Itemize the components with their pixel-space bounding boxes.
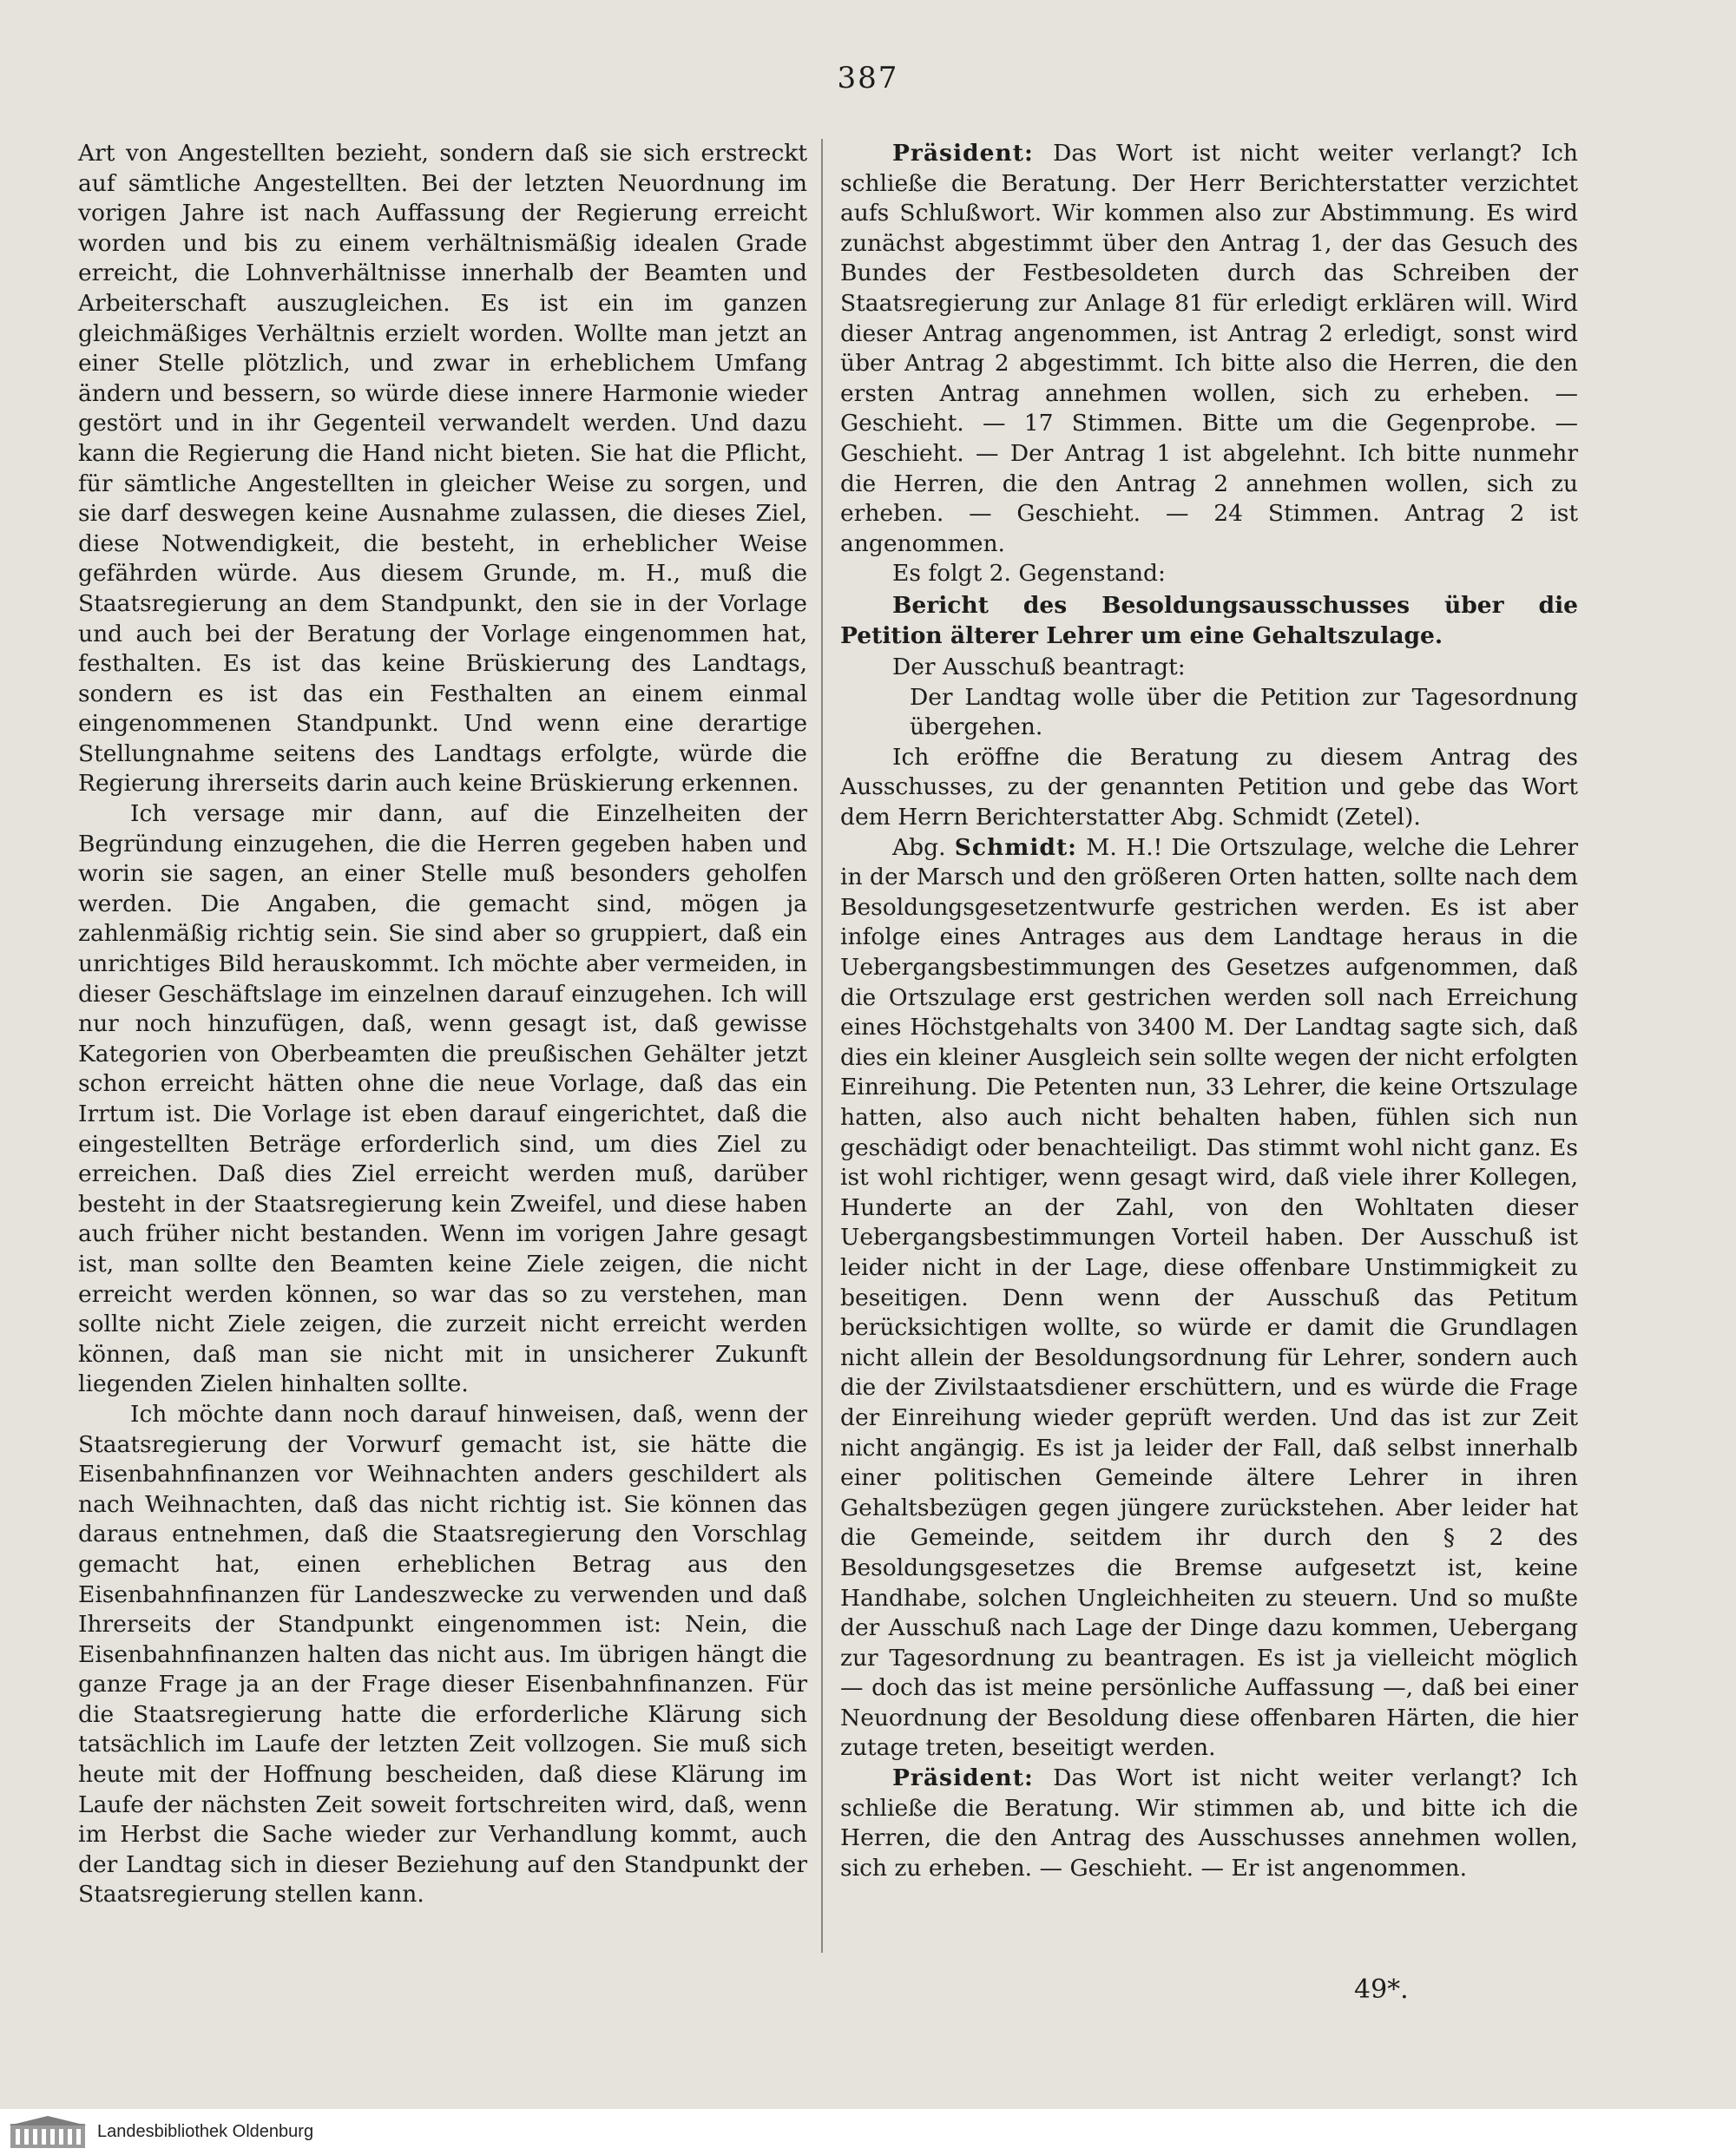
right-paragraph-5: Ich eröffne die Beratung zu diesem Antrag des Ausschusses, zu der genannten Petition und gebe das Wort dem Herrn Berichterstatter Abg. Schmidt (Zetel). (840, 743, 1578, 831)
section-heading: Bericht des Besoldungsausschusses über die Petition älterer Lehrer um eine Gehaltszulage. (840, 591, 1578, 649)
speaker-praesident: Präsident: (892, 1764, 1034, 1792)
footer-bar (0, 2109, 1736, 2155)
speaker-praesident: Präsident: (892, 140, 1034, 167)
page-number: 387 (837, 61, 899, 95)
signature-mark: 49*. (1354, 1974, 1409, 2005)
speech-text: Das Wort ist nicht weiter verlangt? Ich schließe die Beratung. Wir stimmen ab, und bitte ich die Herren, die den Antrag des Ausschusses annehmen wollen, sich zu erheben. — Geschieht. — Er ist angenommen. (840, 1764, 1578, 1882)
speaker-schmidt: Schmidt: (954, 833, 1077, 861)
committee-motion-intro: Der Ausschuß beantragt: (892, 654, 1186, 681)
speech-text: Das Wort ist nicht weiter verlangt? Ich schließe die Beratung. Der Herr Berichterstatter verzichtet aufs Schlußwort. Wir kommen also zur Abstimmung. Es wird zunächst abgestimmt über den Antrag 1, der das Gesuch des Bundes der Festbesoldeten durch das Schreiben der Staatsregierung zur Anlage 81 für erledigt erklären will. Wird dieser Antrag angenommen, ist Antrag 2 erledigt, sonst wird über Antrag 2 abgestimmt. Ich bitte also die Herren, die den ersten Antrag annehmen wollen, sich zu erheben. — Geschieht. — 17 Stimmen. Bitte um die Gegenprobe. — Geschieht. — Der Antrag 1 ist abgelehnt. Ich bitte nunmehr die Herren, die den Antrag 2 annehmen wollen, sich zu erheben. — Geschieht. — 24 Stimmen. Antrag 2 ist angenommen. (840, 140, 1578, 557)
column-divider (821, 139, 823, 1953)
right-paragraph-1 (840, 139, 1578, 559)
left-paragraph-3: Ich möchte dann noch darauf hinweisen, daß, wenn der Staatsregierung der Vorwurf gemacht ist, sie hätte die Eisenbahnfinanzen vor Weihnachten anders geschildert als nach Weihnachten, daß das nicht richtig ist. Sie können das daraus entnehmen, daß die Staatsregierung den Vorschlag gemacht hat, einen erheblichen Betrag aus den Eisenbahnfinanzen für Landeszwecke zu verwenden und daß Ihrerseits der Standpunkt eingenommen ist: Nein, die Eisenbahnfinanzen halten das nicht aus. Im übrigen hängt die ganze Frage ja an der Frage dieser Eisenbahnfinanzen. Für die Staatsregierung hatte die erforderliche Klärung sich tatsächlich im Laufe der letzten Zeit vollzogen. Sie muß sich heute mit der Hoffnung bescheiden, daß diese Klärung im Laufe der nächsten Zeit soweit fortschreiten wird, daß, wenn im Herbst die Sache wieder zur Verhandlung kommt, auch der Landtag sich in dieser Beziehung auf den Standpunkt der Staatsregierung stellen kann. (78, 1400, 807, 1909)
speaker-prefix: Abg. (892, 833, 955, 861)
library-building-icon (9, 2115, 87, 2150)
left-column (78, 139, 807, 1910)
right-paragraph-6 (840, 833, 1578, 1764)
left-paragraph-1: Art von Angestellten bezieht, sondern daß sie sich erstreckt auf sämtliche Angestellten. Bei der letzten Neuordnung im vorigen Jahre ist nach Auffassung der Regierung erreicht worden und bis zu einem verhältnismäßig idealen Grade erreicht, die Lohnverhältnisse innerhalb der Beamten und Arbeiterschaft auszugleichen. Es ist ein im ganzen gleichmäßiges Verhältnis erzielt worden. Wollte man jetzt an einer Stelle plötzlich, und zwar in erheblichem Umfang ändern und bessern, so würde diese innere Harmonie wieder gestört und in ihr Gegenteil verwandelt werden. Und dazu kann die Regierung die Hand nicht bieten. Sie hat die Pflicht, für sämtliche Angestellten in gleicher Weise zu sorgen, und sie darf deswegen keine Ausnahme zulassen, die dieses Ziel, diese Notwendigkeit, die besteht, in erheblicher Weise gefährden würde. Aus diesem Grunde, m. H., muß die Staatsregierung an dem Standpunkt, den sie in der Vorlage und auch bei der Beratung der Vorlage eingenommen hat, festhalten. Es ist das keine Brüskierung des Landtags, sondern es ist das ein Festhalten an einem einmal eingenommenen Standpunkt. Und wenn eine derartige Stellungnahme seitens des Landtags erfolgte, würde die Regierung ihrerseits darin auch keine Brüskierung erkennen. (78, 140, 807, 798)
left-paragraph-2: Ich versage mir dann, auf die Einzelheiten der Begründung einzugehen, die die Herren gegeben haben und worin sie sagen, an einer Stelle muß besonders geholfen werden. Die Angaben, die gemacht sind, mögen ja zahlenmäßig richtig sein. Sie sind aber so gruppiert, daß ein unrichtiges Bild herauskommt. Ich möchte aber vermeiden, in dieser Geschäftslage im einzelnen darauf einzugehen. Ich will nur noch hinzufügen, daß, wenn gesagt ist, daß gewisse Kategorien von Oberbeamten die preußischen Gehälter jetzt schon erreicht hätten ohne die neue Vorlage, daß das ein Irrtum ist. Die Vorlage ist eben darauf eingerichtet, daß die eingestellten Beträge erforderlich sind, um dies Ziel zu erreichen. Daß dies Ziel erreicht werden muß, darüber besteht in der Staatsregierung kein Zweifel, und diese haben auch früher nicht bestanden. Wenn im vorigen Jahre gesagt ist, man sollte den Beamten keine Ziele zeigen, die nicht erreicht werden können, so war das so zu verstehen, man sollte nicht Ziele zeigen, die zurzeit nicht erreicht werden können, daß man sie nicht mit in unsicherer Zukunft liegenden Zielen hinhalten sollte. (78, 800, 807, 1398)
library-name: Landesbibliothek Oldenburg (97, 2122, 314, 2141)
agenda-item: Es folgt 2. Gegenstand: (892, 560, 1166, 588)
committee-motion-text: Der Landtag wolle über die Petition zur Tagesordnung übergehen. (910, 683, 1578, 741)
right-paragraph-7 (840, 1764, 1578, 1883)
speech-text: M. H.! Die Ortszulage, welche die Lehrer in der Marsch und den größeren Orten hatten, sollte nach dem Besoldungsgesetzentwurfe gestrichen werden. Es ist aber infolge eines Antrages aus dem Landtage heraus in die Uebergangsbestimmungen des Gesetzes aufgenommen, daß die Ortszulage erst gestrichen werden soll nach Erreichung eines Höchstgehalts von 3400 M. Der Landtag sagte sich, daß dies ein kleiner Ausgleich sein sollte wegen der nicht erfolgten Einreihung. Die Petenten nun, 33 Lehrer, die keine Ortszulage hatten, also auch nicht behalten haben, fühlen sich nun geschädigt oder benachteiligt. Das stimmt wohl nicht ganz. Es ist wohl richtiger, wenn gesagt wird, daß viele ihrer Kollegen, Hunderte an der Zahl, von den Wohltaten dieser Uebergangsbestimmungen Vorteil haben. Der Ausschuß ist leider nicht in der Lage, diese offenbare Unstimmigkeit zu beseitigen. Denn wenn der Ausschuß das Petitum berücksichtigen wollte, so würde er damit die Grundlagen nicht allein der Besoldungsordnung für Lehrer, sondern auch die der Zivilstaatsdiener erschüttern, und es würde die Frage der Einreihung wieder geprüft werden. Und das ist zur Zeit nicht angängig. Es ist ja leider der Fall, daß selbst innerhalb einer politischen Gemeinde ältere Lehrer in ihren Gehaltsbezügen gegen jüngere zurückstehen. Aber leider hat die Gemeinde, seitdem ihr durch den § 2 des Besoldungsgesetzes die Bremse aufgesetzt ist, keine Handhabe, solchen Ungleichheiten zu steuern. Und so mußte der Ausschuß nach Lage der Dinge dazu kommen, Uebergang zur Tagesordnung zu beantragen. Es ist ja vielleicht möglich — doch das ist meine persönliche Auffassung —, daß bei einer Neuordnung der Besoldung diese offenbaren Härten, die hier zutage treten, beseitigt werden. (840, 833, 1578, 1762)
right-column (840, 139, 1578, 1883)
